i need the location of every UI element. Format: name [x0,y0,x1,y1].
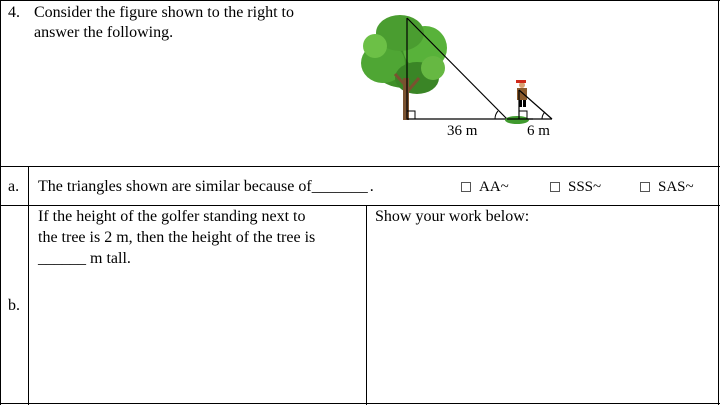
table-border-left [0,0,1,405]
question-prompt-line2: answer the following. [34,24,174,41]
label-36m: 36 m [447,123,478,139]
part-b-answer-blank[interactable]: ______ [38,250,86,267]
part-b-line2: the tree is 2 m, then the height of the tree is [38,229,316,246]
tree-icon [361,15,447,120]
grass-patch [505,116,529,124]
label-6m: 6 m [527,123,550,139]
option-aa-label: AA~ [479,179,509,195]
table-border-bottom [0,403,720,404]
option-sas[interactable] [640,178,694,196]
part-a-letter: a. [8,178,20,195]
show-work-label: Show your work below: [375,208,530,225]
part-a-period: . [369,178,374,195]
part-a-answer-blank[interactable]: _______ [311,178,368,195]
checkbox-sas[interactable] [640,182,650,192]
part-b-line3 [38,249,131,269]
row-divider-part-a [0,205,720,206]
option-sss[interactable] [550,178,601,196]
row-divider-question [0,166,720,167]
table-border-right [718,0,719,405]
column-divider-work [366,205,367,405]
part-b-line3-suffix: m tall. [86,250,131,267]
column-divider-letter [28,166,29,405]
question-number: 4. [8,4,20,21]
checkbox-sss[interactable] [550,182,560,192]
checkbox-aa[interactable] [461,182,471,192]
option-sas-label: SAS~ [658,179,694,195]
part-a-question [38,177,374,197]
question-prompt-line1: Consider the figure shown to the right to [34,4,294,21]
part-b-letter: b. [8,297,20,314]
similar-triangles-figure [355,8,570,143]
part-a-text: The triangles shown are similar because of [38,178,312,195]
option-sss-label: SSS~ [568,179,602,195]
option-aa[interactable] [461,178,509,196]
part-b-line1: If the height of the golfer standing next to [38,208,306,225]
table-border-top [0,0,720,1]
work-area[interactable] [368,232,716,400]
golfer-icon [516,80,527,107]
